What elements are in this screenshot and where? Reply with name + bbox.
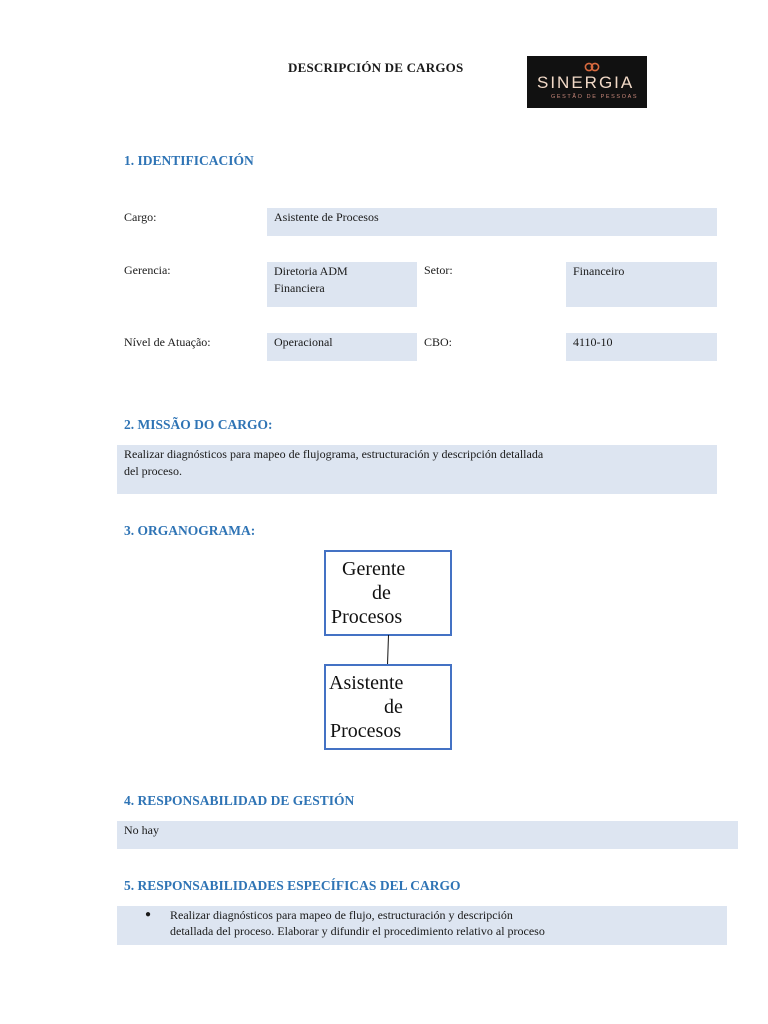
specific-line2: detallada del proceso. Elaborar y difundir el procedimiento relativo al proceso xyxy=(170,924,545,938)
nivel-value: Operacional xyxy=(274,335,333,349)
sinergia-logo xyxy=(527,56,647,108)
org-chart-connector xyxy=(380,634,396,666)
section-org-chart-heading: 3. ORGANOGRAMA: xyxy=(124,523,256,538)
section-mission-heading: 2. MISSÃO DO CARGO: xyxy=(124,417,273,432)
org-manager-line1: Gerente xyxy=(342,558,406,580)
org-chart-assistant-box xyxy=(324,664,452,750)
cargo-value: Asistente de Procesos xyxy=(274,210,379,224)
gerencia-field xyxy=(267,262,417,307)
mission-line1: Realizar diagnósticos para mapeo de flujograma, estructuración y descripción detallada xyxy=(124,447,544,461)
gerencia-label: Gerencia: xyxy=(124,263,171,277)
cargo-field xyxy=(267,208,717,236)
gerencia-value-line2: Financiera xyxy=(274,281,325,295)
gerencia-value-line1: Diretoria ADM xyxy=(274,264,348,278)
setor-field xyxy=(566,262,717,307)
nivel-field xyxy=(267,333,417,361)
section-identification-heading: 1. IDENTIFICACIÓN xyxy=(124,153,254,168)
org-assistant-line2: de xyxy=(384,696,403,718)
specific-line1: Realizar diagnósticos para mapeo de flujo, estructuración y descripción xyxy=(170,908,513,922)
logo-mark-icon xyxy=(584,61,600,73)
org-assistant-line1: Asistente xyxy=(329,672,404,694)
setor-value: Financeiro xyxy=(573,264,625,278)
cbo-value: 4110-10 xyxy=(573,335,613,349)
specific-field xyxy=(117,906,727,945)
management-field xyxy=(117,821,738,849)
section-management-heading: 4. RESPONSABILIDAD DE GESTIÓN xyxy=(124,793,355,808)
org-manager-line3: Procesos xyxy=(331,606,403,628)
management-value: No hay xyxy=(124,823,159,837)
setor-label: Setor: xyxy=(424,263,453,277)
document-title: DESCRIPCIÓN DE CARGOS xyxy=(288,60,464,75)
mission-line2: del proceso. xyxy=(124,464,182,478)
bullet-icon: ● xyxy=(145,909,152,920)
org-assistant-line3: Procesos xyxy=(330,720,402,742)
mission-field xyxy=(117,445,717,494)
cargo-label: Cargo: xyxy=(124,210,157,224)
logo-wordmark: SINERGIA xyxy=(537,73,635,92)
logo-tagline: GESTÃO DE PESSOAS xyxy=(551,94,639,100)
cbo-label: CBO: xyxy=(424,335,453,349)
cbo-field xyxy=(566,333,717,361)
section-specific-heading: 5. RESPONSABILIDADES ESPECÍFICAS DEL CARGO xyxy=(124,878,461,893)
nivel-label: Nível de Atuação: xyxy=(124,335,211,349)
org-manager-line2: de xyxy=(372,582,391,604)
org-chart-manager-box xyxy=(324,550,452,636)
